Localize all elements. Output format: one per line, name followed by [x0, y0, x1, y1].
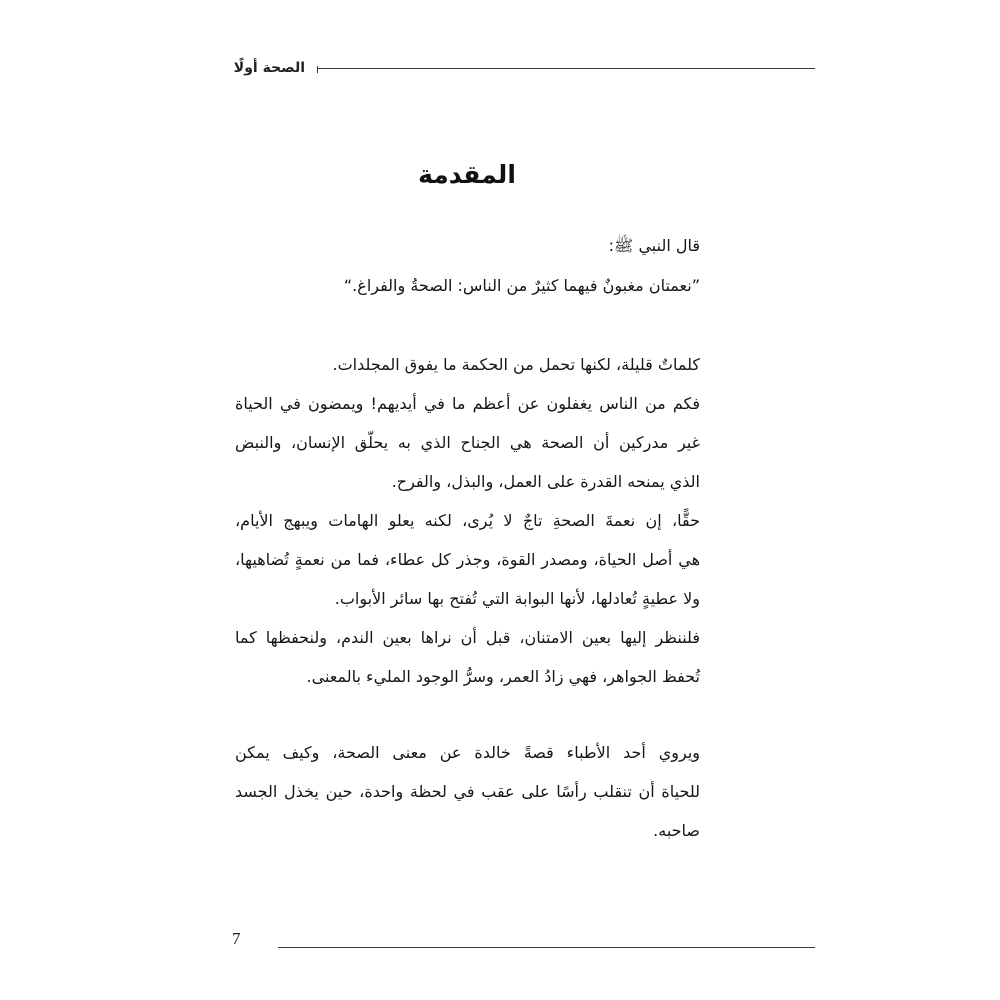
paragraph-line: تُحفظ الجواهر، فهي زادُ العمر، وسرُّ الوجود المليء بالمعنى. — [306, 667, 700, 686]
paragraph — [235, 618, 700, 696]
hadith-quote — [235, 226, 700, 306]
paragraph-line: الذي يمنحه القدرة على العمل، والبذل، والفرح. — [391, 472, 700, 491]
body-section-2 — [235, 733, 700, 850]
hadith-intro: قال النبي ﷺ: — [608, 236, 700, 255]
page-number: 7 — [232, 929, 241, 948]
body-section-1 — [235, 345, 700, 696]
chapter-title: المقدمة — [418, 160, 516, 189]
paragraph — [235, 733, 700, 850]
paragraph-line: صاحبه. — [653, 821, 700, 840]
paragraph-line: حقًّا، إن نعمةَ الصحةِ تاجٌ لا يُرى، لكنه يعلو الهامات ويبهج الأيام، — [235, 511, 700, 530]
paragraph-line: غير مدركين أن الصحة هي الجناح الذي به يحلّق الإنسان، والنبض — [235, 433, 700, 452]
paragraph — [235, 345, 700, 384]
header-rule — [318, 68, 815, 69]
paragraph-line: ولا عطيةٍ تُعادلها، لأنها البوابة التي تُفتح بها سائر الأبواب. — [334, 589, 700, 608]
hadith-text: ”نعمتان مغبونٌ فيهما كثيرٌ من الناس: الصحةُ والفراغ.“ — [343, 276, 700, 295]
paragraph-line: فلننظر إليها بعين الامتنان، قبل أن نراها بعين الندم، ولنحفظها كما — [235, 628, 700, 647]
paragraph — [235, 501, 700, 618]
running-head: الصحة أولًا — [233, 60, 305, 76]
footer-rule — [278, 947, 815, 948]
paragraph — [235, 384, 700, 501]
paragraph-line: للحياة أن تنقلب رأسًا على عقب في لحظة واحدة، حين يخذل الجسد — [235, 782, 700, 801]
paragraph-line: كلماتٌ قليلة، لكنها تحمل من الحكمة ما يفوق المجلدات. — [332, 355, 700, 374]
paragraph-line: فكم من الناس يغفلون عن أعظم ما في أيديهم! ويمضون في الحياة — [235, 394, 700, 413]
paragraph-line: هي أصل الحياة، ومصدر القوة، وجذر كل عطاء، فما من نعمةٍ تُضاهيها، — [235, 550, 700, 569]
paragraph-line: ويروي أحد الأطباء قصةً خالدة عن معنى الصحة، وكيف يمكن — [235, 743, 700, 762]
